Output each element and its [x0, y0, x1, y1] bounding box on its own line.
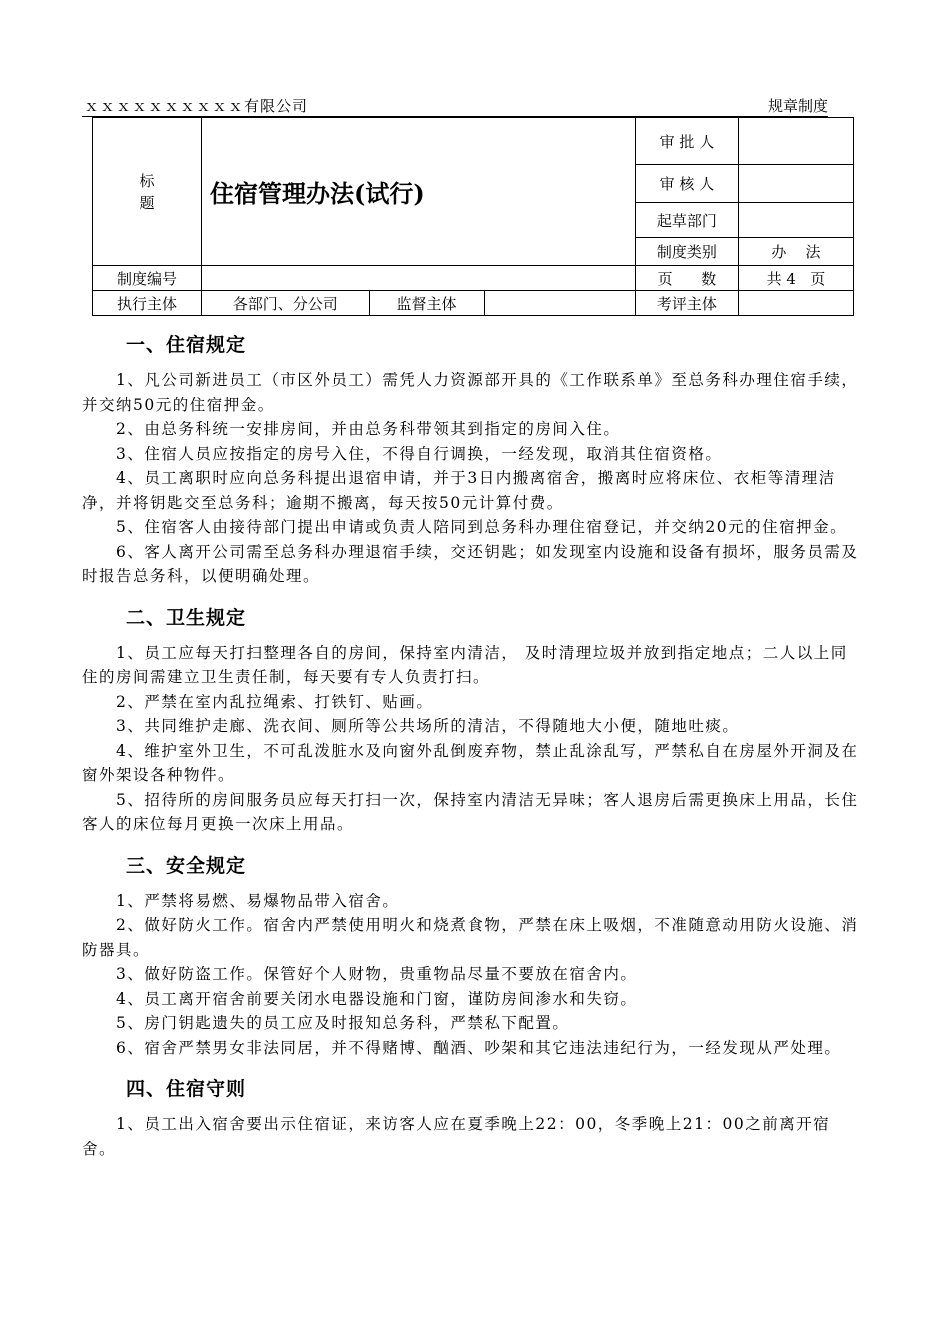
paragraph: 5、房门钥匙遗失的员工应及时报知总务科，严禁私下配置。 [116, 1014, 570, 1032]
reviewer-label: 审 核 人 [635, 165, 738, 203]
draft-dept-value [738, 203, 853, 238]
paragraph: 3、做好防盗工作。保管好个人财物，贵重物品尽量不要放在宿舍内。 [116, 965, 638, 983]
paragraph: 1、严禁将易燃、易爆物品带入宿舍。 [116, 891, 400, 910]
paragraph: 6、客人离开公司需至总务科办理退宿手续，交还钥匙；如发现室内设施和设备有损坏，服务员需及时报告总务科，以便明确处理。 [82, 542, 859, 585]
paragraph: 2、做好防火工作。宿舍内严禁使用明火和烧煮食物，严禁在床上吸烟，不准随意动用防火设施、消防器具。 [82, 916, 859, 959]
code-value [201, 266, 635, 291]
company-name: ｘｘｘｘｘｘｘｘｘｘ有限公司 [84, 97, 309, 115]
section-heading: 一、住宿规定 [126, 334, 247, 356]
code-label: 制度编号 [93, 266, 202, 291]
pages-label: 页 数 [635, 266, 738, 291]
document-header [82, 94, 828, 117]
title-label: 标 题 [139, 171, 155, 212]
category-label: 制度类别 [635, 238, 738, 266]
pages-value: 共 4 页 [738, 266, 853, 291]
paragraph: 5、住宿客人由接待部门提出申请或负责人陪同到总务科办理住宿登记，并交纳20元的住宿押金。 [116, 518, 848, 536]
executor-label: 执行主体 [93, 291, 202, 316]
paragraph: 5、招待所的房间服务员应每天打扫一次，保持室内清洁无异味；客人退房后需更换床上用品，长住客人的床位每月更换一次床上用品。 [82, 790, 859, 833]
paragraph: 2、严禁在室内乱拉绳索、打铁钉、贴画。 [116, 692, 434, 711]
supervisor-value [484, 291, 635, 316]
paragraph: 3、共同维护走廊、洗衣间、厕所等公共场所的清洁，不得随地大小便，随地吐痰。 [116, 717, 740, 735]
approver-label: 审 批 人 [635, 118, 738, 165]
evaluator-label: 考评主体 [635, 291, 738, 316]
paragraph: 1、员工应每天打扫整理各自的房间，保持室内清洁， 及时清理垃圾并放到指定地点；二人以上同住的房间需建立卫生责任制，每天要有专人负责打扫。 [82, 643, 848, 686]
paragraph: 4、员工离开宿舍前要关闭水电器设施和门窗，谨防房间渗水和失窃。 [116, 989, 638, 1008]
section-heading: 二、卫生规定 [126, 606, 247, 629]
paragraph: 1、凡公司新进员工（市区外员工）需凭人力资源部开具的《工作联系单》至总务科办理住宿手续，并交纳50元的住宿押金。 [82, 371, 859, 414]
paragraph: 6、宿舍严禁男女非法同居，并不得赌博、酗酒、吵架和其它违法违纪行为，一经发现从严处理。 [116, 1038, 842, 1057]
metadata-table [92, 117, 854, 316]
section-accommodation [82, 322, 862, 589]
supervisor-label: 监督主体 [369, 291, 484, 316]
paragraph: 4、维护室外卫生，不可乱泼脏水及向窗外乱倒废弃物，禁止乱涂乱写，严禁私自在房屋外开洞及在窗外架设各种物件。 [82, 741, 859, 784]
section-rules [82, 1066, 862, 1161]
evaluator-value [738, 291, 853, 316]
paragraph: 3、住宿人员应按指定的房号入住，不得自行调换，一经发现，取消其住宿资格。 [116, 444, 723, 463]
document-type: 规章制度 [767, 97, 828, 115]
reviewer-value [738, 165, 853, 203]
title-label-cell [93, 118, 202, 266]
section-hygiene [82, 595, 862, 837]
section-safety [82, 843, 862, 1061]
paragraph: 1、员工出入宿舍要出示住宿证，来访客人应在夏季晚上22：00，冬季晚上21：00之前离开宿舍。 [82, 1115, 831, 1158]
document-title: 住宿管理办法(试行) [201, 118, 635, 266]
draft-dept-label: 起草部门 [635, 203, 738, 238]
paragraph: 2、由总务科统一安排房间，并由总务科带领其到指定的房间入住。 [116, 420, 621, 438]
approver-value [738, 118, 853, 165]
paragraph: 4、员工离职时应向总务科提出退宿申请，并于3日内搬离宿舍，搬离时应将床位、衣柜等清理洁净，并将钥匙交至总务科；逾期不搬离，每天按50元计算付费。 [82, 469, 836, 512]
section-heading: 四、住宿守则 [126, 1078, 247, 1100]
section-heading: 三、安全规定 [126, 854, 247, 877]
executor-value: 各部门、分公司 [201, 291, 369, 316]
document-body [82, 322, 862, 1161]
category-value: 办 法 [738, 238, 853, 266]
